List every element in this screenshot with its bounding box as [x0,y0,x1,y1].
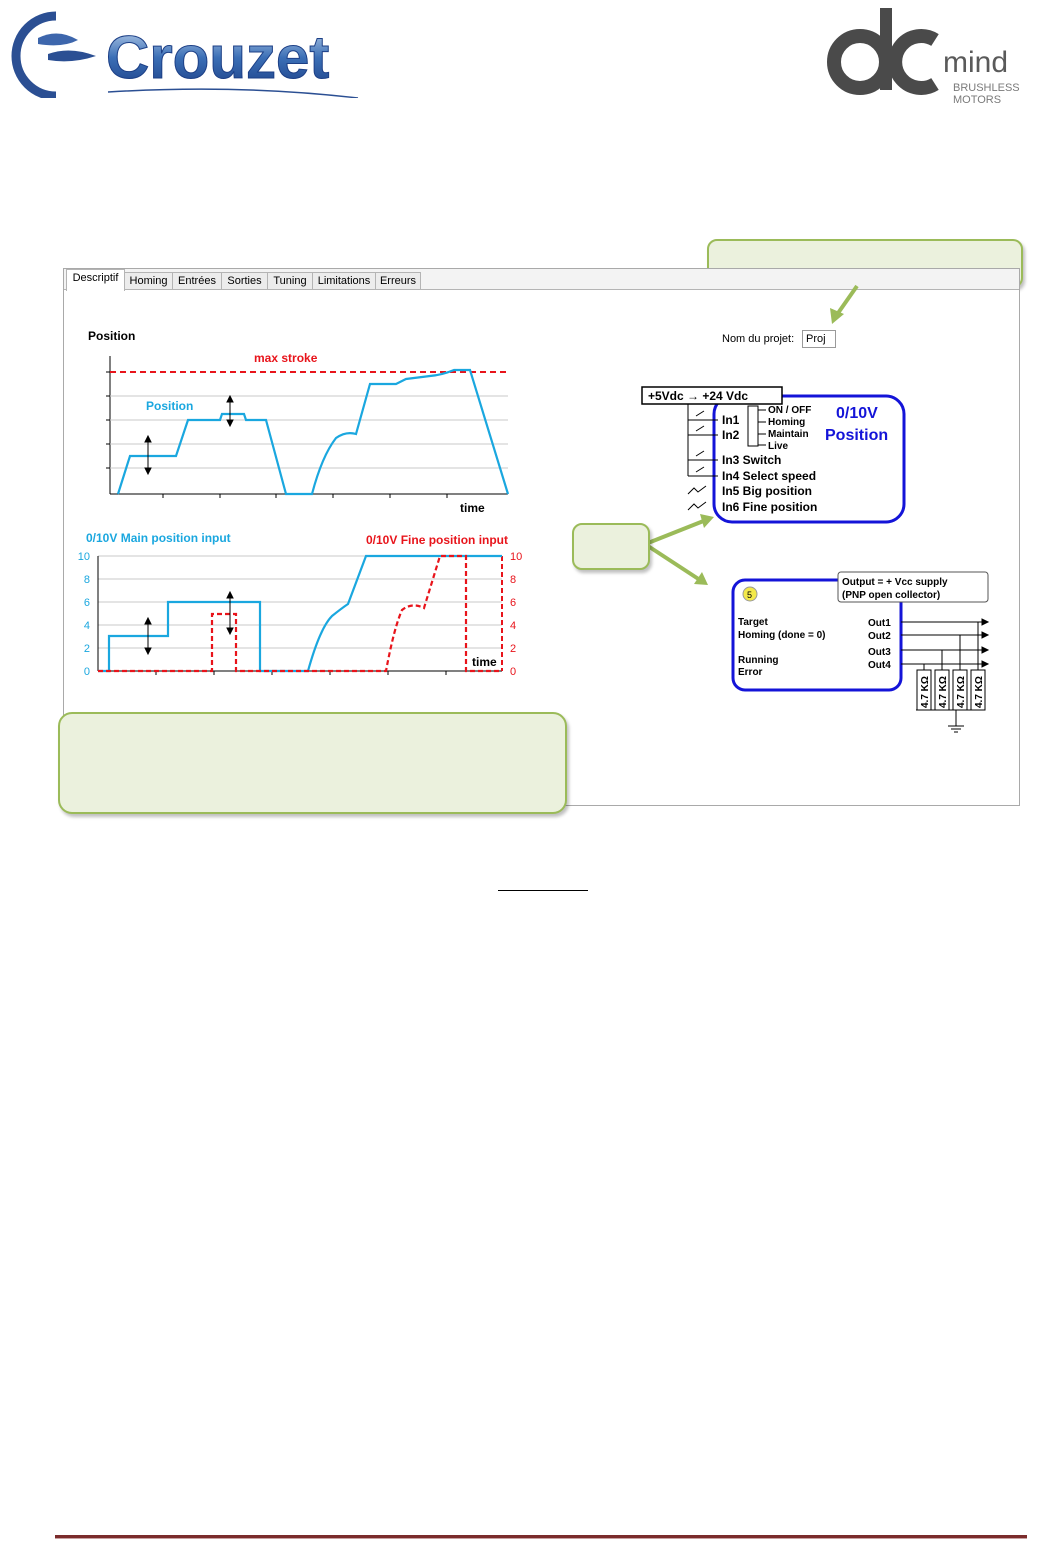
output-error-label: Error [738,667,763,678]
tab-homing[interactable]: Homing [124,272,173,289]
right-tick-4: 4 [510,620,517,632]
dcmind-logo-sub2: MOTORS [953,94,1002,106]
in5-label: In5 Big position [722,484,812,498]
mode-title: 0/10V [836,405,878,422]
footer-rule [55,1535,1027,1539]
in2-label: In2 [722,428,740,442]
output-running-label: Running [738,655,779,666]
resistor-1: 4.7 KΩ [920,676,931,708]
in2-opt-live: Live [768,441,789,452]
position-chart [80,326,520,516]
main-input-title: 0/10V Main position input [86,531,231,545]
out1-label: Out1 [868,618,891,629]
out4-label: Out4 [868,660,891,671]
in3-label: In3 Switch [722,453,782,467]
tab-descriptif[interactable]: Descriptif [66,269,125,291]
left-tick-0: 0 [83,666,90,678]
fine-input-title: 0/10V Fine position input [366,533,509,547]
out3-label: Out3 [868,647,891,658]
tab-entrees[interactable]: Entrées [172,272,222,289]
in1-opt-onoff: ON / OFF [768,405,812,416]
resistor-3: 4.7 KΩ [956,676,967,708]
resistor-4: 4.7 KΩ [974,676,985,708]
resistor-2: 4.7 KΩ [938,676,949,708]
input-wiring-diagram [640,384,910,526]
mode-subtitle: Position [825,427,889,444]
position-chart-xlabel: time [460,501,485,515]
callout-charts [58,712,567,814]
tab-limitations[interactable]: Limitations [312,272,376,289]
tab-tuning[interactable]: Tuning [267,272,313,289]
output-homing-label: Homing (done = 0) [738,630,826,641]
max-stroke-label: max stroke [254,351,318,365]
right-tick-6: 6 [510,597,517,609]
left-tick-6: 6 [83,597,90,609]
dcmind-logo-sub1: BRUSHLESS [953,82,1020,94]
tab-sorties[interactable]: Sorties [221,272,268,289]
position-series-label: Position [146,399,194,413]
right-tick-10: 10 [510,551,523,563]
output-badge: 5 [747,590,753,600]
left-tick-4: 4 [83,620,90,632]
tab-erreurs[interactable]: Erreurs [375,272,421,289]
project-name-input[interactable]: Proj [802,330,836,348]
in1-label: In1 [722,413,740,427]
supply-label: +5Vdc → +24 Vdc [648,389,749,403]
output-wiring-diagram [728,570,994,740]
left-tick-10: 10 [77,551,90,563]
input-chart-xlabel: time [472,655,497,669]
left-tick-2: 2 [83,643,90,655]
position-chart-ylabel: Position [88,329,136,343]
figure-caption-underline [498,878,588,891]
right-tick-0: 0 [510,666,517,678]
right-tick-8: 8 [510,574,517,586]
out2-label: Out2 [868,631,891,642]
in6-label: In6 Fine position [722,500,818,514]
output-target-label: Target [738,617,768,628]
dcmind-logo-text: mind [943,46,1009,79]
project-name-label: Nom du projet: [722,333,795,345]
output-supply-line1: Output = + Vcc supply [842,577,948,588]
right-tick-2: 2 [510,643,517,655]
left-tick-8: 8 [83,574,90,586]
in4-label: In4 Select speed [722,469,817,483]
input-chart [76,528,526,680]
callout-wiring [572,523,650,570]
in1-opt-homing: Homing [768,417,806,428]
crouzet-logo-text: Crouzet [106,24,330,91]
output-supply-line2: (PNP open collector) [842,590,941,601]
in2-opt-maintain: Maintain [768,429,809,440]
